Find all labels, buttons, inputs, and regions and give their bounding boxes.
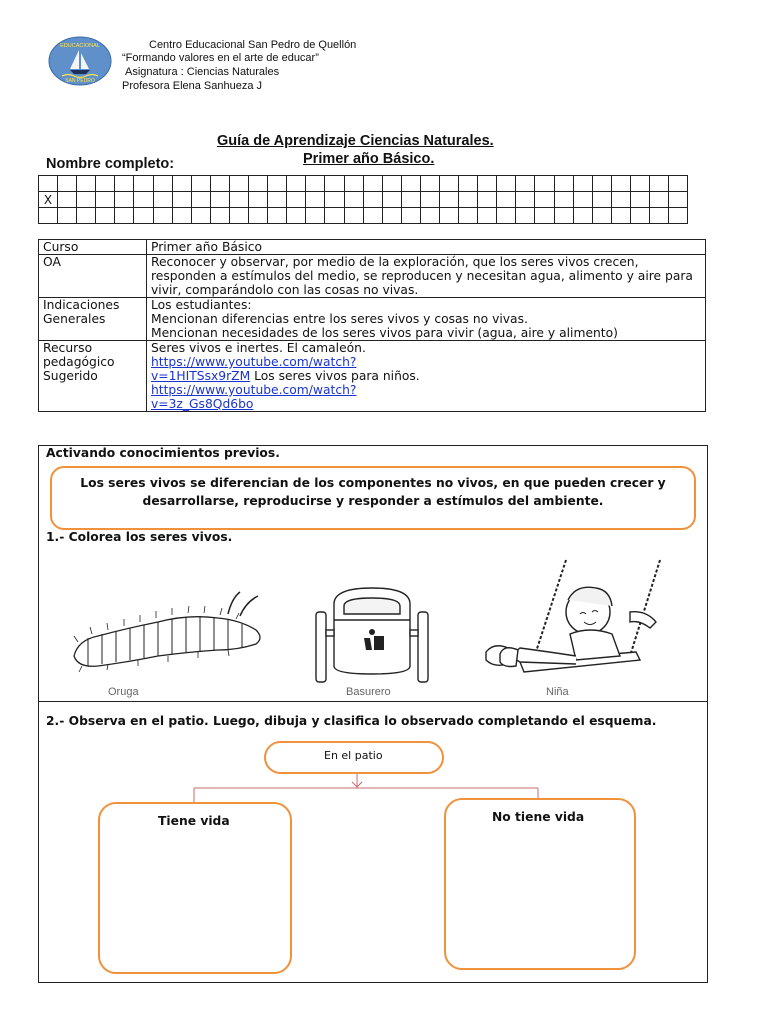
name-grid-cell[interactable] — [344, 192, 363, 208]
name-grid-cell[interactable] — [497, 192, 516, 208]
name-grid-cell[interactable] — [478, 176, 497, 192]
name-grid-cell[interactable] — [669, 192, 688, 208]
root-node-label: En el patio — [324, 749, 383, 762]
name-grid-cell[interactable] — [268, 208, 287, 224]
name-grid-cell[interactable] — [249, 208, 268, 224]
indicaciones-label-2: Generales — [43, 312, 106, 326]
girl-swing-image[interactable] — [480, 556, 670, 684]
recurso-label-2: pedagógico — [43, 355, 115, 369]
name-grid-cell[interactable] — [287, 176, 306, 192]
name-grid-cell[interactable] — [611, 192, 630, 208]
name-grid-cell[interactable] — [478, 208, 497, 224]
name-grid-cell[interactable] — [459, 176, 478, 192]
indicacion-2: Mencionan diferencias entre los seres vivos y cosas no vivas. — [151, 312, 528, 326]
name-grid-cell[interactable] — [268, 192, 287, 208]
recurso-1: Seres vivos e inertes. El camaleón. — [151, 341, 366, 355]
name-grid-cell[interactable] — [58, 176, 77, 192]
name-grid-cell[interactable] — [153, 192, 172, 208]
indicaciones-label — [39, 298, 147, 341]
name-grid-cell[interactable] — [516, 208, 535, 224]
name-grid-cell[interactable] — [669, 176, 688, 192]
name-grid-cell[interactable] — [58, 192, 77, 208]
name-grid-cell[interactable] — [554, 176, 573, 192]
school-name: Centro Educacional San Pedro de Quellón — [149, 39, 357, 51]
recurso-label — [39, 341, 147, 412]
name-grid-cell[interactable] — [287, 208, 306, 224]
name-grid-cell[interactable] — [592, 192, 611, 208]
name-grid-cell[interactable] — [535, 176, 554, 192]
info-table — [38, 239, 706, 412]
info-callout — [50, 466, 696, 530]
name-grid-cell[interactable] — [306, 192, 325, 208]
recurso-label-3: Sugerido — [43, 369, 98, 383]
name-grid-cell[interactable] — [554, 208, 573, 224]
name-grid-cell[interactable] — [611, 208, 630, 224]
name-grid-cell[interactable] — [573, 208, 592, 224]
oa-label: OA — [39, 255, 147, 298]
name-grid-cell[interactable] — [344, 208, 363, 224]
caption-nina: Niña — [546, 686, 569, 698]
name-grid-cell[interactable] — [153, 176, 172, 192]
indicaciones-label-1: Indicaciones — [43, 298, 120, 312]
name-grid-cell[interactable] — [153, 208, 172, 224]
name-grid-cell[interactable] — [115, 192, 134, 208]
name-grid-cell[interactable] — [439, 208, 458, 224]
video-link-1-b[interactable]: v=1HITSsx9rZM — [151, 369, 251, 383]
name-grid-cell[interactable] — [592, 208, 611, 224]
name-grid-cell[interactable] — [478, 192, 497, 208]
name-grid-cell[interactable] — [516, 192, 535, 208]
question-2: 2.- Observa en el patio. Luego, dibuja y clasifica lo observado completando el esquema. — [46, 714, 657, 728]
grade-title: Primer año Básico. — [303, 151, 435, 167]
caption-oruga: Oruga — [108, 686, 139, 698]
name-grid-cell[interactable] — [268, 176, 287, 192]
recurso-label-1: Recurso — [43, 341, 93, 355]
name-grid-cell[interactable] — [115, 208, 134, 224]
name-grid-cell[interactable] — [191, 192, 210, 208]
name-grid-cell[interactable] — [325, 208, 344, 224]
recurso-value — [147, 341, 706, 412]
name-grid-cell[interactable] — [344, 176, 363, 192]
name-grid-cell[interactable] — [191, 176, 210, 192]
name-grid-cell[interactable] — [497, 176, 516, 192]
name-grid-cell[interactable] — [210, 176, 229, 192]
activity-divider — [38, 701, 708, 702]
recurso-2: Los seres vivos para niños. — [250, 369, 420, 383]
name-grid-cell[interactable] — [39, 208, 58, 224]
name-grid-cell[interactable] — [77, 176, 96, 192]
row-recurso — [39, 341, 706, 412]
name-grid-cell[interactable] — [439, 176, 458, 192]
name-grid-cell[interactable] — [363, 208, 382, 224]
subject-line: Asignatura : Ciencias Naturales — [125, 66, 280, 78]
tiene-vida-label: Tiene vida — [158, 814, 230, 828]
name-grid-cell[interactable] — [382, 192, 401, 208]
name-grid-cell[interactable] — [306, 208, 325, 224]
tiene-vida-box[interactable] — [98, 802, 292, 974]
name-grid-cell[interactable] — [630, 192, 649, 208]
row-oa — [39, 255, 706, 298]
guide-title: Guía de Aprendizaje Ciencias Naturales. — [217, 133, 494, 149]
name-grid-cell[interactable] — [229, 192, 248, 208]
name-grid-cell[interactable] — [401, 192, 420, 208]
name-grid-cell[interactable] — [363, 192, 382, 208]
no-tiene-vida-label: No tiene vida — [492, 810, 585, 824]
name-grid-cell[interactable] — [650, 208, 669, 224]
name-grid-cell[interactable] — [611, 176, 630, 192]
name-grid-cell[interactable] — [115, 176, 134, 192]
teacher-line: Profesora Elena Sanhueza J — [122, 80, 263, 92]
name-grid-cell[interactable] — [420, 192, 439, 208]
name-grid-cell[interactable] — [363, 176, 382, 192]
name-grid-cell[interactable] — [650, 192, 669, 208]
name-grid[interactable] — [38, 175, 688, 224]
name-grid-row — [39, 192, 688, 208]
name-grid-cell[interactable] — [96, 176, 115, 192]
indicaciones-value — [147, 298, 706, 341]
name-grid-cell[interactable] — [650, 176, 669, 192]
name-grid-cell[interactable] — [401, 176, 420, 192]
name-grid-cell[interactable] — [420, 208, 439, 224]
name-grid-cell[interactable] — [134, 176, 153, 192]
caterpillar-image[interactable] — [68, 584, 268, 682]
name-grid-cell[interactable] — [134, 192, 153, 208]
name-grid-cell[interactable] — [229, 208, 248, 224]
school-logo — [48, 36, 112, 86]
video-link-2-b[interactable]: v=3z_Gs8Qd6bo — [151, 397, 254, 411]
activity-heading: Activando conocimientos previos. — [46, 446, 280, 460]
name-grid-cell[interactable] — [306, 176, 325, 192]
name-grid-row — [39, 208, 688, 224]
logo-text-bottom: SAN PEDRO — [65, 78, 95, 84]
callout-line-1: Los seres vivos se diferencian de los componentes no vivos, en que pueden crecer y — [80, 476, 666, 490]
name-grid-cell[interactable] — [535, 208, 554, 224]
name-grid-cell[interactable] — [96, 192, 115, 208]
name-grid-cell[interactable] — [497, 208, 516, 224]
name-grid-cell[interactable] — [573, 192, 592, 208]
name-grid-cell[interactable] — [630, 176, 649, 192]
name-grid-cell[interactable] — [172, 208, 191, 224]
name-grid-cell[interactable] — [96, 208, 115, 224]
name-grid-cell[interactable] — [439, 192, 458, 208]
trash-bin-image[interactable] — [312, 584, 432, 684]
oa-value: Reconocer y observar, por medio de la exploración, que los seres vivos crecen, responden a estímulos del medio, se reproducen y necesitan agua, alimento y aire para vivir, comparándolo con las cosas no vivas. — [147, 255, 706, 298]
caption-basurero: Basurero — [346, 686, 391, 698]
name-grid-cell[interactable] — [249, 176, 268, 192]
callout-line-2: desarrollarse, reproducirse y responder a estímulos del ambiente. — [142, 494, 604, 508]
name-grid-cell[interactable] — [77, 192, 96, 208]
name-grid-cell[interactable] — [210, 208, 229, 224]
name-grid-cell[interactable] — [554, 192, 573, 208]
name-grid-cell[interactable] — [134, 208, 153, 224]
curso-label: Curso — [39, 240, 147, 255]
name-grid-cell[interactable] — [172, 192, 191, 208]
name-grid-cell[interactable] — [592, 176, 611, 192]
root-node — [264, 741, 444, 774]
name-grid-cell[interactable] — [630, 208, 649, 224]
name-grid-cell[interactable] — [459, 192, 478, 208]
name-grid-cell[interactable] — [516, 176, 535, 192]
row-indicaciones — [39, 298, 706, 341]
school-motto: “Formando valores en el arte de educar” — [122, 52, 319, 64]
name-grid-cell[interactable] — [382, 208, 401, 224]
name-grid-cell[interactable] — [325, 176, 344, 192]
name-grid-cell[interactable] — [420, 176, 439, 192]
name-grid-mark[interactable]: X — [39, 192, 58, 208]
name-grid-cell[interactable] — [77, 208, 96, 224]
name-grid-cell[interactable] — [573, 176, 592, 192]
name-grid-cell[interactable] — [401, 208, 420, 224]
name-grid-cell[interactable] — [669, 208, 688, 224]
name-label: Nombre completo: — [46, 156, 175, 172]
indicacion-1: Los estudiantes: — [151, 298, 252, 312]
name-grid-cell[interactable] — [172, 176, 191, 192]
no-tiene-vida-box[interactable] — [444, 798, 636, 970]
name-grid-cell[interactable] — [535, 192, 554, 208]
row-curso — [39, 240, 706, 255]
question-1: 1.- Colorea los seres vivos. — [46, 530, 233, 544]
name-grid-cell[interactable] — [382, 176, 401, 192]
name-grid-row — [39, 176, 688, 192]
video-link-2-a[interactable]: https://www.youtube.com/watch? — [151, 383, 357, 397]
name-grid-cell[interactable] — [58, 208, 77, 224]
indicacion-3: Mencionan necesidades de los seres vivos para vivir (agua, aire y alimento) — [151, 326, 618, 340]
curso-value: Primer año Básico — [147, 240, 706, 255]
logo-text-top: EDUCACIONAL — [60, 43, 100, 49]
name-grid-cell[interactable] — [459, 208, 478, 224]
video-link-1-a[interactable]: https://www.youtube.com/watch? — [151, 355, 357, 369]
name-grid-cell[interactable] — [210, 192, 229, 208]
name-grid-cell[interactable] — [249, 192, 268, 208]
name-grid-cell[interactable] — [191, 208, 210, 224]
name-grid-cell[interactable] — [229, 176, 248, 192]
name-grid-cell[interactable] — [39, 176, 58, 192]
name-grid-cell[interactable] — [325, 192, 344, 208]
name-grid-cell[interactable] — [287, 192, 306, 208]
